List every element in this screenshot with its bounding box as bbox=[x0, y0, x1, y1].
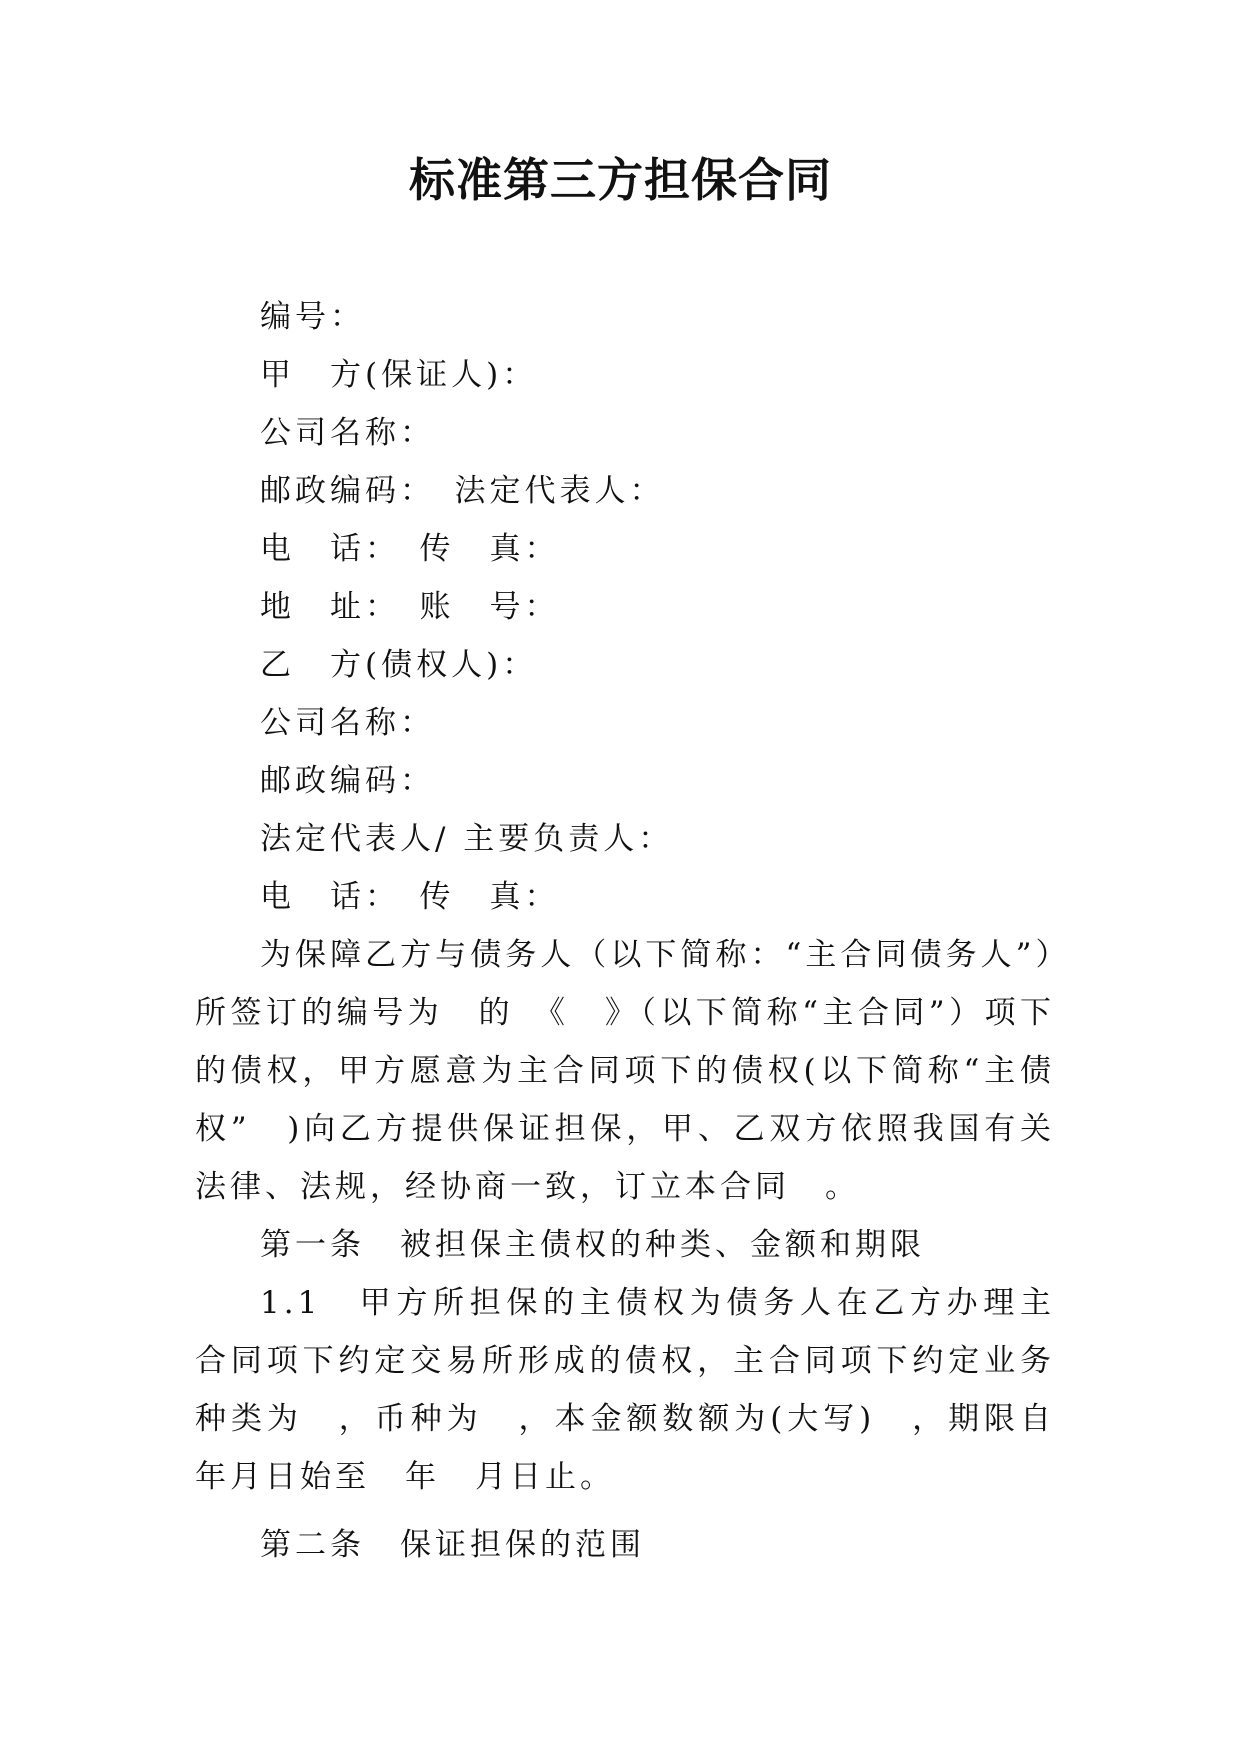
party-a-postcode-representative: 邮政编码： 法定代表人： bbox=[260, 473, 665, 509]
party-b-phone-fax: 电 话： 传 真： bbox=[260, 879, 560, 915]
article-1-heading: 第一条 被担保主债权的种类、金额和期限 bbox=[260, 1227, 925, 1263]
party-a-address-account: 地 址： 账 号： bbox=[260, 589, 560, 625]
party-a-heading: 甲 方(保证人)： bbox=[260, 357, 538, 393]
article-1-clause-1-1: 1.1 甲方所担保的主债权为债务人在乙方办理主合同项下约定交易所形成的债权，主合同项下约定业务种类为 ，币种为 ，本金额数额为(大写) ，期限自年月日始至 年 月日止。 bbox=[195, 1285, 1055, 1495]
party-a-company-name: 公司名称： bbox=[260, 415, 435, 451]
party-b-heading: 乙 方(债权人)： bbox=[260, 647, 538, 683]
article-2-heading: 第二条 保证担保的范围 bbox=[260, 1527, 645, 1563]
intro-paragraph: 为保障乙方与债务人（以下简称：“主合同债务人”）所签订的编号为 的 《 》（以下简称“主合同”）项下的债权，甲方愿意为主合同项下的债权(以下简称“主债权” )向乙方提供保证担保，甲、乙双方依照我国有关法律、法规，经协商一致，订立本合同 。 bbox=[195, 937, 1055, 1205]
party-b-postcode: 邮政编码： bbox=[260, 763, 435, 799]
party-b-company-name: 公司名称： bbox=[260, 705, 435, 741]
document-title: 标准第三方担保合同 bbox=[409, 153, 832, 207]
party-a-phone-fax: 电 话： 传 真： bbox=[260, 531, 560, 567]
contract-number-line: 编号： bbox=[260, 299, 365, 335]
party-b-representative: 法定代表人/ 主要负责人： bbox=[260, 821, 674, 857]
document-body bbox=[195, 288, 1055, 1574]
